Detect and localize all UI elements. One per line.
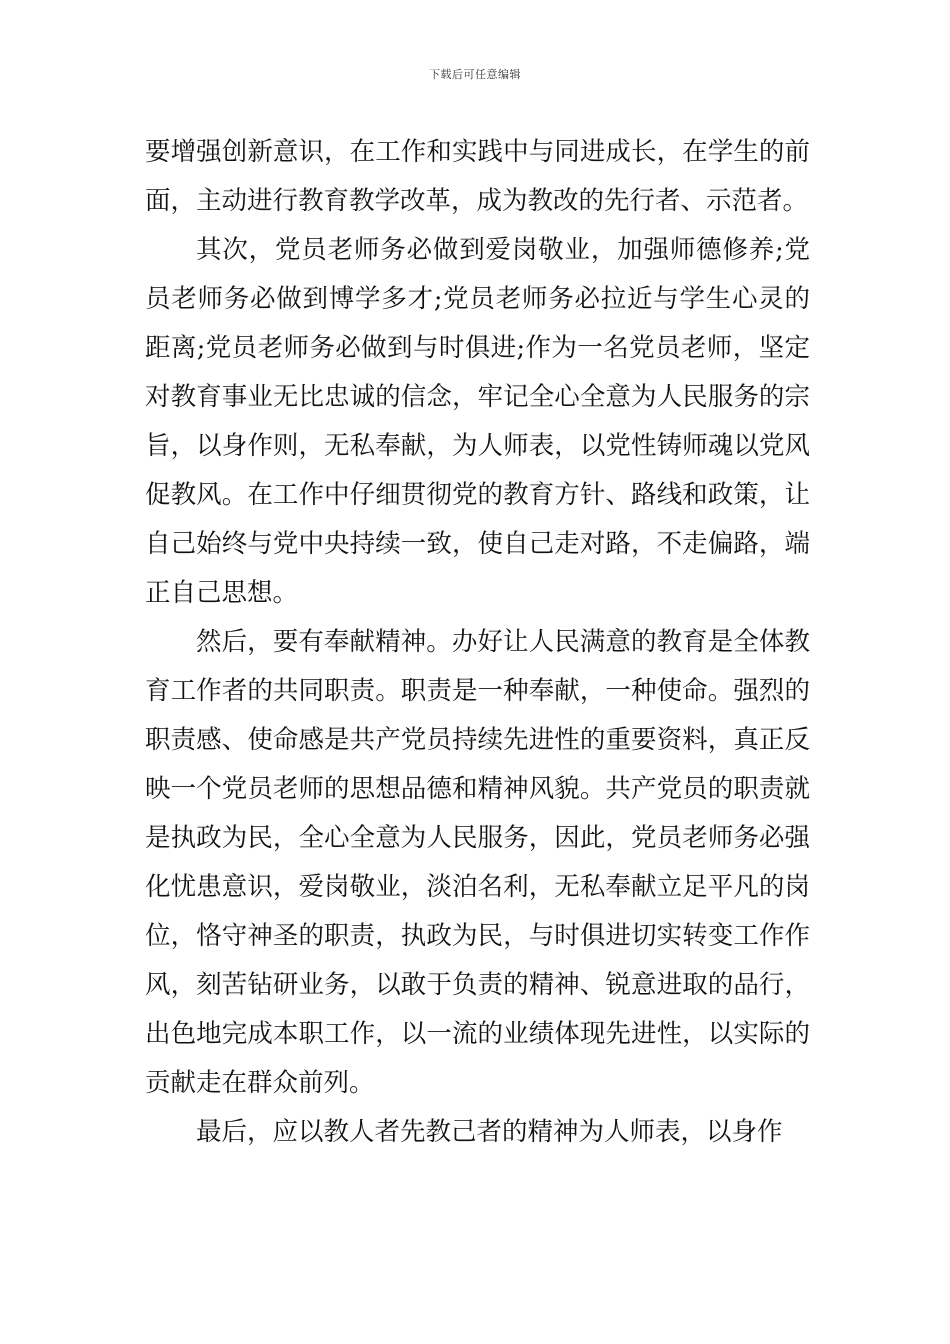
document-body: [145, 128, 810, 1157]
paragraph: 然后，要有奉献精神。办好让人民满意的教育是全体教育工作者的共同职责。职责是一种奉献，一种使命。强烈的职责感、使命感是共产党员持续先进性的重要资料，真正反映一个党员老师的思想品德和精神风貌。共产党员的职责就是执政为民，全心全意为人民服务，因此，党员老师务必强化忧患意识，爱岗敬业，淡泊名利，无私奉献立足平凡的岗位，恪守神圣的职责，执政为民，与时俱进切实转变工作作风，刻苦钻研业务，以敢于负责的精神、锐意进取的品行，出色地完成本职工作，以一流的业绩体现先进性，以实际的贡献走在群众前列。: [145, 627, 810, 1098]
page-header: 下载后可任意编辑: [429, 68, 521, 81]
paragraph: 要增强创新意识，在工作和实践中与同进成长，在学生的前面，主动进行教育教学改革，成为教改的先行者、示范者。: [145, 137, 810, 216]
paragraph: 其次，党员老师务必做到爱岗敬业，加强师德修养;党员老师务必做到博学多才;党员老师务必拉近与学生心灵的距离;党员老师务必做到与时俱进;作为一名党员老师，坚定对教育事业无比忠诚的信念，牢记全心全意为人民服务的宗旨，以身作则，无私奉献，为人师表，以党性铸师魂以党风促教风。在工作中仔细贯彻党的教育方针、路线和政策，让自己始终与党中央持续一致，使自己走对路，不走偏路，端正自己思想。: [145, 235, 810, 608]
paragraph: 最后，应以教人者先教己者的精神为人师表，以身作: [196, 1117, 783, 1147]
